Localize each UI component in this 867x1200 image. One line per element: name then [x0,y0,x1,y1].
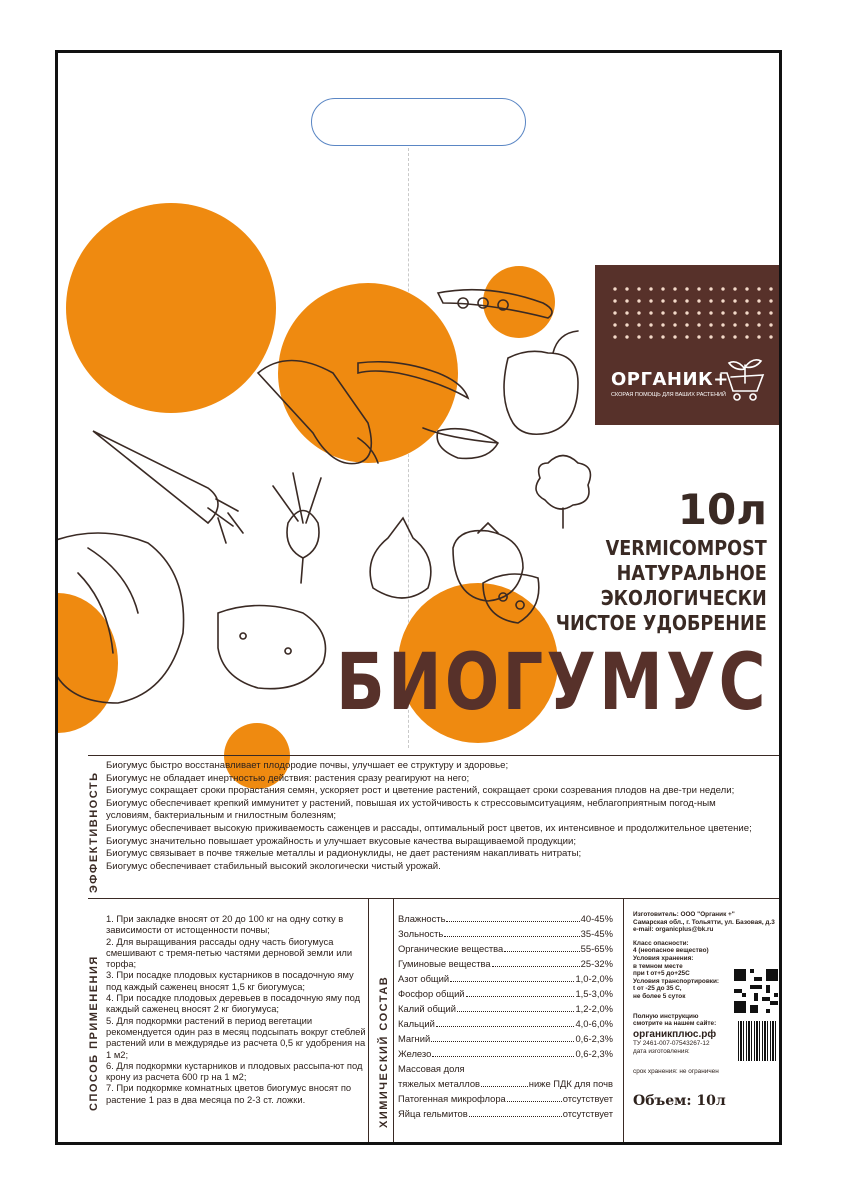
website-link[interactable]: органикплюс.рф [633,1028,717,1040]
chem-value: 25-32% [580,958,613,969]
barcode-icon [738,1021,778,1061]
subtitle-line: НАТУРАЛЬНОЕ [616,561,767,585]
list-item: 6. Для подкормки кустарников и плодовых рассыпа-ют под крону из расчета 600 гр на 1 м2; [106,1059,363,1083]
carrot-icon [93,431,243,543]
table-row [398,1016,613,1031]
chem-value: 40-45% [580,913,613,924]
subtitle-line: ЭКОЛОГИЧЕСКИ [600,586,767,610]
eggplant-icon [258,361,378,464]
list-item: Биогумус связывает в почве тяжелые металлы и радионуклиды, не дает растениям накапливать нитраты; [106,848,582,860]
qr-code-icon [734,969,778,1013]
chemistry-table [398,911,613,1121]
chem-name: Зольность [398,928,444,939]
chem-value: ниже ПДК для почв [528,1078,613,1089]
column-divider [393,898,394,1145]
chili-pepper-icon [358,362,468,398]
list-item: 1. При закладке вносят от 20 до 100 кг на одну сотку в зависимости от истощенности почвы; [106,913,344,936]
chem-name: Калий общий [398,1003,456,1014]
email: e-mail: organicplus@bk.ru [633,926,714,934]
tomato-icon [453,523,523,601]
transport-title: Условия транспортировки: [633,977,720,985]
chem-name: Гуминовые вещества [398,958,491,969]
list-item: 7. При подкормке комнатных цветов биогумус вносят по растение 1 раз в два месяца по 2-3 ст. ложки. [106,1082,352,1105]
table-row [398,1076,613,1091]
chem-name: Фосфор общий [398,988,465,999]
chem-value: 0,6-2,3% [575,1033,613,1044]
chem-name: Патогенная микрофлора [398,1093,506,1104]
list-item: Биогумус сокращает сроки прорастания семян, ускоряет рост и цветение растений, сокращает сроки созревания плодов на две-три недели; [106,785,735,797]
volume-label: Объем: 10л [633,1093,726,1109]
column-divider [368,898,369,1145]
list-item: Биогумус быстро восстанавливает плодородие почвы, улучшает ее структуру и здоровье; [106,760,509,771]
table-row [398,1061,613,1076]
product-title: БИОГУМУС [336,638,769,728]
brand-panel [595,265,782,425]
hazard-class: Класс опасности: [633,939,689,947]
chem-name: тяжелых металлов [398,1078,481,1089]
chem-name: Кальций [398,1018,435,1029]
table-row [398,1031,613,1046]
transport-line: не более 5 суток [633,992,686,1000]
chem-value: 1,5-3,0% [575,988,613,999]
subtitle-line: ЧИСТОЕ УДОБРЕНИЕ [555,611,767,635]
table-row [398,1091,613,1106]
chem-name: Азот общий [398,973,450,984]
list-item: Биогумус не обладает инертностью действия: растения сразу реагируют на него; [106,772,470,784]
list-item: 4. При посадке плодовых деревьев в посадочную яму под каждый саженец вносят 2 кг биогумуса; [106,992,361,1015]
storage-line: при t от+5 до+25С [633,970,690,978]
chem-value: отсутствует [562,1108,613,1119]
address: Самарская обл., г. Тольятти, ул. Базовая, д.3 [633,918,775,926]
list-item: 5. Для подкормки растений в период вегетации рекомендуется один раз в месяц подсыпать вокруг стеблей растений или в междурядье из расчета 0,5 кг удобрения на 1 м2; [106,1014,366,1060]
tu-code: ТУ 2461-007-07543267-12 [633,1040,710,1048]
chem-value: 1,0-2,0% [575,973,613,984]
usage-label: СПОСОБ ПРИМЕНЕНИЯ [88,955,100,1111]
chem-name: Органические вещества [398,943,504,954]
cauliflower-icon [536,456,590,529]
table-row [398,1106,613,1121]
basil-leaf-icon [423,428,498,458]
list-item: Биогумус обеспечивает крепкий иммунитет у растений, повышая их устойчивость к стрессовымситуациям, неблагоприятным погод-ным [106,797,716,809]
fertilizer-bag [55,50,782,1145]
chem-value: 35-45% [580,928,613,939]
chem-heavy-label: Массовая доля [398,1063,465,1074]
section-divider [88,755,779,756]
list-item: Биогумус значительно повышает урожайность и улучшает вкусовые качества выращиваемой продукции; [106,835,577,847]
table-row [398,941,613,956]
list-item: условиям, бактериальным и гнилостным болезням; [106,810,337,822]
brand-name: ОРГАНИК+ [611,369,729,390]
cabbage-icon [58,533,184,703]
usage-list [106,913,366,1105]
dot-pattern [609,283,774,343]
hazard-value: 4 (неопасное вещество) [633,947,709,955]
chem-value: 1,2-2,0% [575,1003,613,1014]
chem-name: Влажность [398,913,446,924]
storage-line: в темном месте [633,962,683,970]
table-row [398,986,613,1001]
table-row [398,971,613,986]
shelf-life: срок хранения: не ограничен [633,1067,719,1075]
chem-name: Яйца гельмитов [398,1108,468,1119]
list-item: 2. Для выращивания рассады одну часть биогумуса смешивают с тремя-петью частями дерновой земли или торфа; [106,935,353,970]
table-row [398,1001,613,1016]
storage-title: Условия хранения: [633,954,694,962]
section-divider [88,898,779,899]
plant-cart-icon [717,355,769,403]
chem-value: 0,6-2,3% [575,1048,613,1059]
garlic-icon [370,518,431,598]
instructions-text: Полную инструкцию смотрите на нашем сайте: [633,1012,717,1028]
table-row [398,1046,613,1061]
bell-pepper-icon [504,331,578,434]
beet-icon [273,473,321,583]
table-row [398,911,613,926]
effect-label: ЭФФЕКТИВНОСТЬ [88,771,100,893]
transport-line: t от -25 до 35 С, [633,985,682,993]
table-row [398,926,613,941]
chemistry-label: ХИМИЧЕСКИЙ СОСТАВ [378,975,390,1128]
list-item: Биогумус обеспечивает стабильный высокий экологически чистый урожай. [106,860,441,872]
column-divider [623,898,624,1145]
manufacturer: Изготовитель: ООО "Органик +" [633,911,735,918]
brand-tagline: СКОРАЯ ПОМОЩЬ ДЛЯ ВАШИХ РАСТЕНИЙ [611,392,726,398]
product-volume: 10л [677,485,767,534]
subtitle-line: VERMICOMPOST [605,536,767,560]
made-date: дата изготовления: [633,1047,690,1055]
list-item: 3. При посадке плодовых кустарников в посадочную яму под каждый саженец вносят 1,5 кг биогумуса; [106,969,354,992]
chem-name: Магний [398,1033,431,1044]
chem-name: Железо [398,1048,432,1059]
chem-value: отсутствует [562,1093,613,1104]
product-subtitle [527,536,767,636]
effect-list [106,760,776,873]
potato-icon [218,606,326,689]
chem-value: 55-65% [580,943,613,954]
list-item: Биогумус обеспечивает высокую приживаемость саженцев и рассады, оптимальный рост цветов, их интенсивное и продолжительное цветение; [106,822,752,834]
chem-value: 4,0-6,0% [575,1018,613,1029]
pea-pod-icon [438,290,552,318]
table-row [398,956,613,971]
